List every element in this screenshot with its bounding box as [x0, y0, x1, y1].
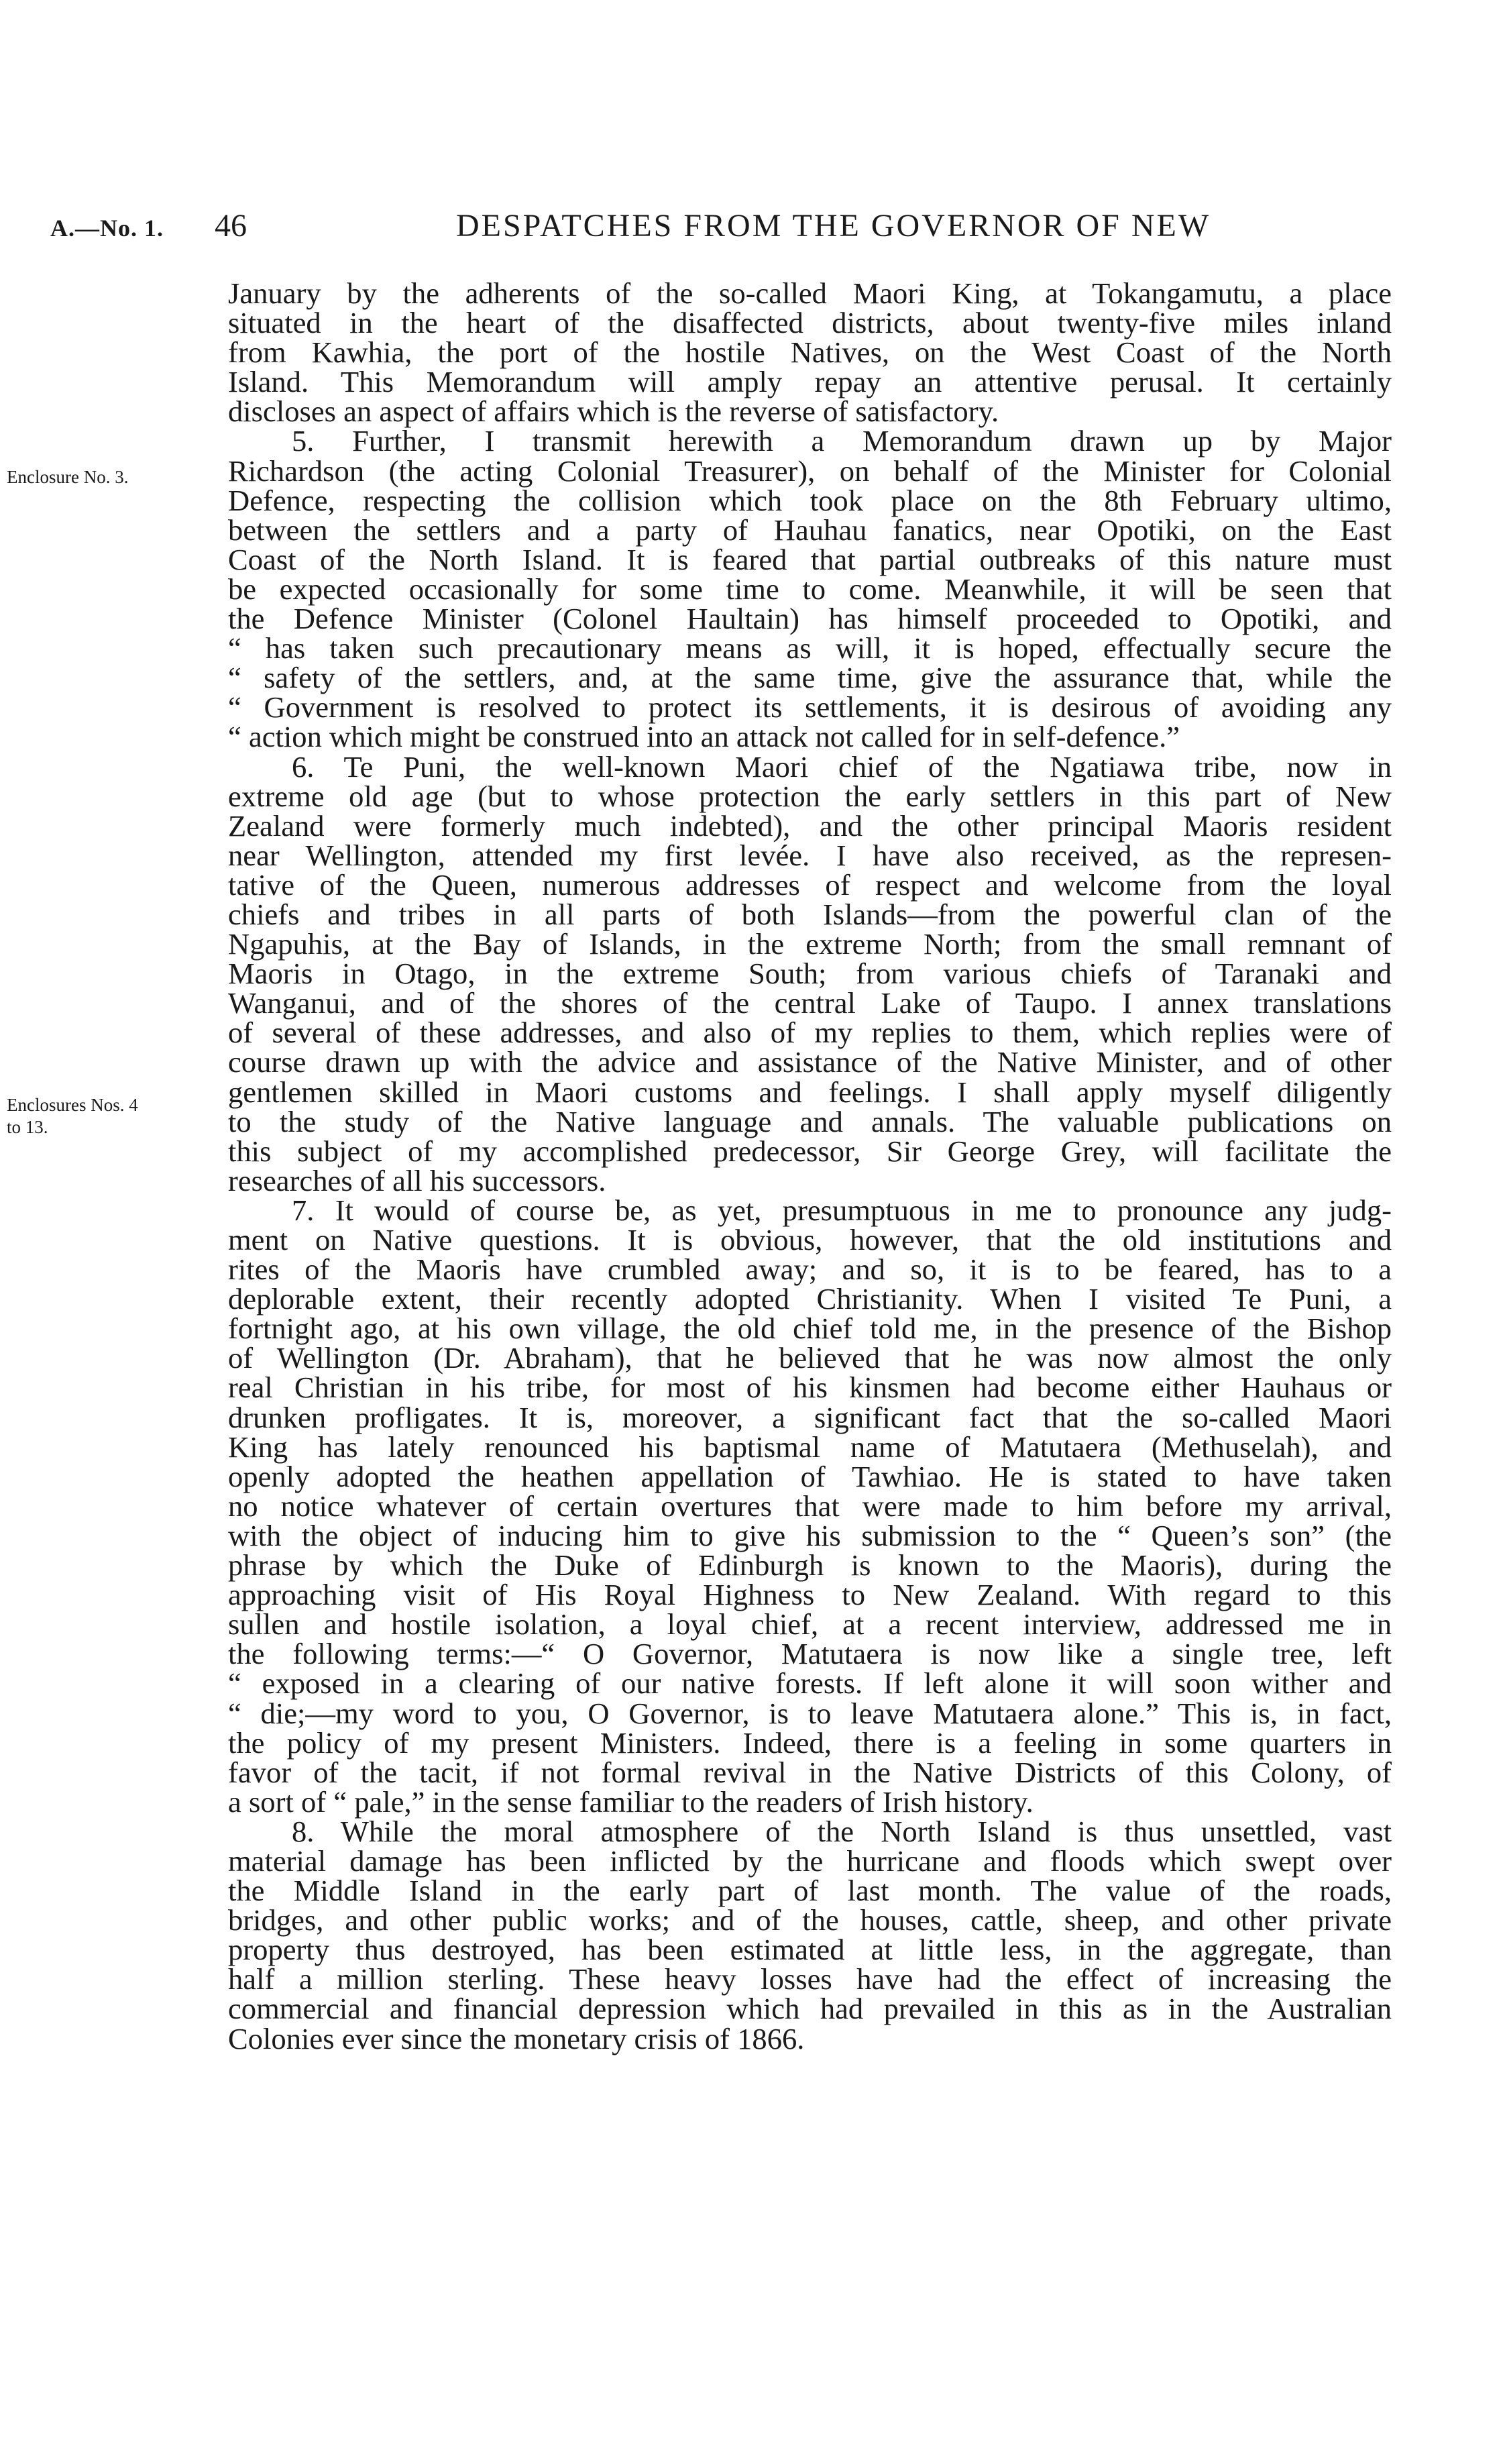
paragraph-start: 5. Further, I transmit herewith a Memorandum drawn up by Major: [292, 424, 1392, 458]
text-line: King has lately renounced his baptismal name of Matutaera (Methuselah), and: [228, 1430, 1392, 1464]
text-line: the Defence Minister (Colonel Haultain) has himself proceeded to Opotiki, and: [228, 602, 1392, 636]
text-line: chiefs and tribes in all parts of both Islands—from the powerful clan of the: [228, 897, 1392, 931]
text-line: a sort of “ pale,” in the sense familiar to the readers of Irish history.: [228, 1784, 1034, 1819]
text-line: ment on Native questions. It is obvious, however, that the old institutions and: [228, 1223, 1392, 1256]
margin-note-enclosures-13: to 13.: [7, 1117, 48, 1137]
text-line: near Wellington, attended my first levée. I have also received, as the represen-: [228, 838, 1392, 872]
text-line: course drawn up with the advice and assistance of the Native Minister, and of other: [228, 1045, 1392, 1079]
paragraph-start: 8. While the moral atmosphere of the North Island is thus unsettled, vast: [292, 1814, 1392, 1848]
text-line: material damage has been inflicted by the hurricane and floods which swept over: [228, 1843, 1392, 1878]
running-header: [50, 205, 1459, 252]
text-line: gentlemen skilled in Maori customs and feelings. I shall apply myself diligently: [228, 1075, 1392, 1109]
text-line: Ngapuhis, at the Bay of Islands, in the extreme North; from the small remnant of: [228, 927, 1392, 961]
text-line: researches of all his successors.: [228, 1163, 606, 1197]
text-line: situated in the heart of the disaffected districts, about twenty-five miles inland: [228, 306, 1392, 340]
text-line: “ safety of the settlers, and, at the same time, give the assurance that, while the: [228, 661, 1392, 695]
text-line: the Middle Island in the early part of last month. The value of the roads,: [228, 1874, 1392, 1908]
text-line: “ exposed in a clearing of our native forests. If left alone it will soon wither and: [228, 1666, 1392, 1701]
paragraph-start: 7. It would of course be, as yet, presumptuous in me to pronounce any judg-: [292, 1193, 1392, 1227]
text-line: half a million sterling. These heavy losses have had the effect of increasing the: [228, 1962, 1392, 1996]
text-line: discloses an aspect of affairs which is the reverse of satisfactory.: [228, 394, 999, 429]
text-line: “ action which might be construed into an attack not called for in self-defence.”: [228, 720, 1180, 754]
page-number: 46: [215, 208, 247, 244]
text-line: property thus destroyed, has been estimated at little less, in the aggregate, than: [228, 1933, 1392, 1967]
text-line: this subject of my accomplished predecessor, Sir George Grey, will facilitate the: [228, 1134, 1392, 1168]
page-title: DESPATCHES FROM THE GOVERNOR OF NEW: [456, 208, 1211, 244]
text-line: fortnight ago, at his own village, the old chief told me, in the presence of the Bishop: [228, 1311, 1392, 1346]
text-line: Richardson (the acting Colonial Treasurer), on behalf of the Minister for Colonial: [228, 453, 1392, 488]
text-line: Defence, respecting the collision which took place on the 8th February ultimo,: [228, 483, 1392, 517]
text-line: phrase by which the Duke of Edinburgh is known to the Maoris), during the: [228, 1548, 1392, 1583]
text-line: January by the adherents of the so-called Maori King, at Tokangamutu, a place: [228, 276, 1392, 310]
text-line: of several of these addresses, and also of my replies to them, which replies were of: [228, 1016, 1392, 1050]
text-line: “ has taken such precautionary means as will, it is hoped, effectually secure the: [228, 631, 1392, 665]
text-line: Wanganui, and of the shores of the central Lake of Taupo. I annex translations: [228, 986, 1392, 1020]
text-line: sullen and hostile isolation, a loyal chief, at a recent interview, addressed me in: [228, 1607, 1392, 1642]
text-line: tative of the Queen, numerous addresses of respect and welcome from the loyal: [228, 867, 1392, 902]
text-line: drunken profligates. It is, moreover, a significant fact that the so-called Maori: [228, 1400, 1392, 1434]
text-line: deplorable extent, their recently adopted Christianity. When I visited Te Puni, a: [228, 1282, 1392, 1316]
text-line: be expected occasionally for some time to come. Meanwhile, it will be seen that: [228, 572, 1392, 606]
text-line: from Kawhia, the port of the hostile Natives, on the West Coast of the North: [228, 335, 1392, 370]
text-line: commercial and financial depression which had prevailed in this as in the Australian: [228, 1992, 1392, 2026]
text-line: Colonies ever since the monetary crisis of 1866.: [228, 2021, 805, 2055]
paper-reference: A.—No. 1.: [50, 215, 164, 242]
text-line: Maoris in Otago, in the extreme South; from various chiefs of Taranaki and: [228, 957, 1392, 991]
margin-note-enclosures-4: Enclosures Nos. 4: [7, 1095, 138, 1115]
text-line: “ die;—my word to you, O Governor, is to leave Matutaera alone.” This is, in fact,: [228, 1696, 1392, 1730]
text-line: Zealand were formerly much indebted), and the other principal Maoris resident: [228, 808, 1392, 843]
text-line: Island. This Memorandum will amply repay an attentive perusal. It certainly: [228, 365, 1392, 399]
text-line: to the study of the Native language and annals. The valuable publications on: [228, 1104, 1392, 1138]
text-line: openly adopted the heathen appellation of Tawhiao. He is stated to have taken: [228, 1459, 1392, 1493]
margin-note-enclosure-3: Enclosure No. 3.: [7, 467, 129, 487]
text-line: no notice whatever of certain overtures that were made to him before my arrival,: [228, 1489, 1392, 1523]
text-line: extreme old age (but to whose protection the early settlers in this part of New: [228, 779, 1392, 813]
text-line: approaching visit of His Royal Highness to New Zealand. With regard to this: [228, 1578, 1392, 1612]
text-line: real Christian in his tribe, for most of his kinsmen had become either Hauhaus or: [228, 1371, 1392, 1405]
text-line: with the object of inducing him to give his submission to the “ Queen’s son” (the: [228, 1518, 1392, 1552]
text-line: between the settlers and a party of Hauhau fanatics, near Opotiki, on the East: [228, 513, 1392, 547]
text-line: rites of the Maoris have crumbled away; and so, it is to be feared, has to a: [228, 1252, 1392, 1287]
text-line: favor of the tacit, if not formal revival in the Native Districts of this Colony, of: [228, 1755, 1392, 1789]
text-line: Coast of the North Island. It is feared that partial outbreaks of this nature must: [228, 542, 1392, 576]
text-line: the policy of my present Ministers. Indeed, there is a feeling in some quarters in: [228, 1725, 1392, 1760]
text-line: the following terms:—“ O Governor, Matutaera is now like a single tree, left: [228, 1637, 1392, 1671]
paragraph-start: 6. Te Puni, the well-known Maori chief of the Ngatiawa tribe, now in: [292, 749, 1392, 784]
text-line: of Wellington (Dr. Abraham), that he believed that he was now almost the only: [228, 1341, 1392, 1375]
body-text: [228, 278, 1392, 2053]
text-line: bridges, and other public works; and of the houses, cattle, sheep, and other private: [228, 1903, 1392, 1937]
text-line: “ Government is resolved to protect its settlements, it is desirous of avoiding any: [228, 690, 1392, 725]
